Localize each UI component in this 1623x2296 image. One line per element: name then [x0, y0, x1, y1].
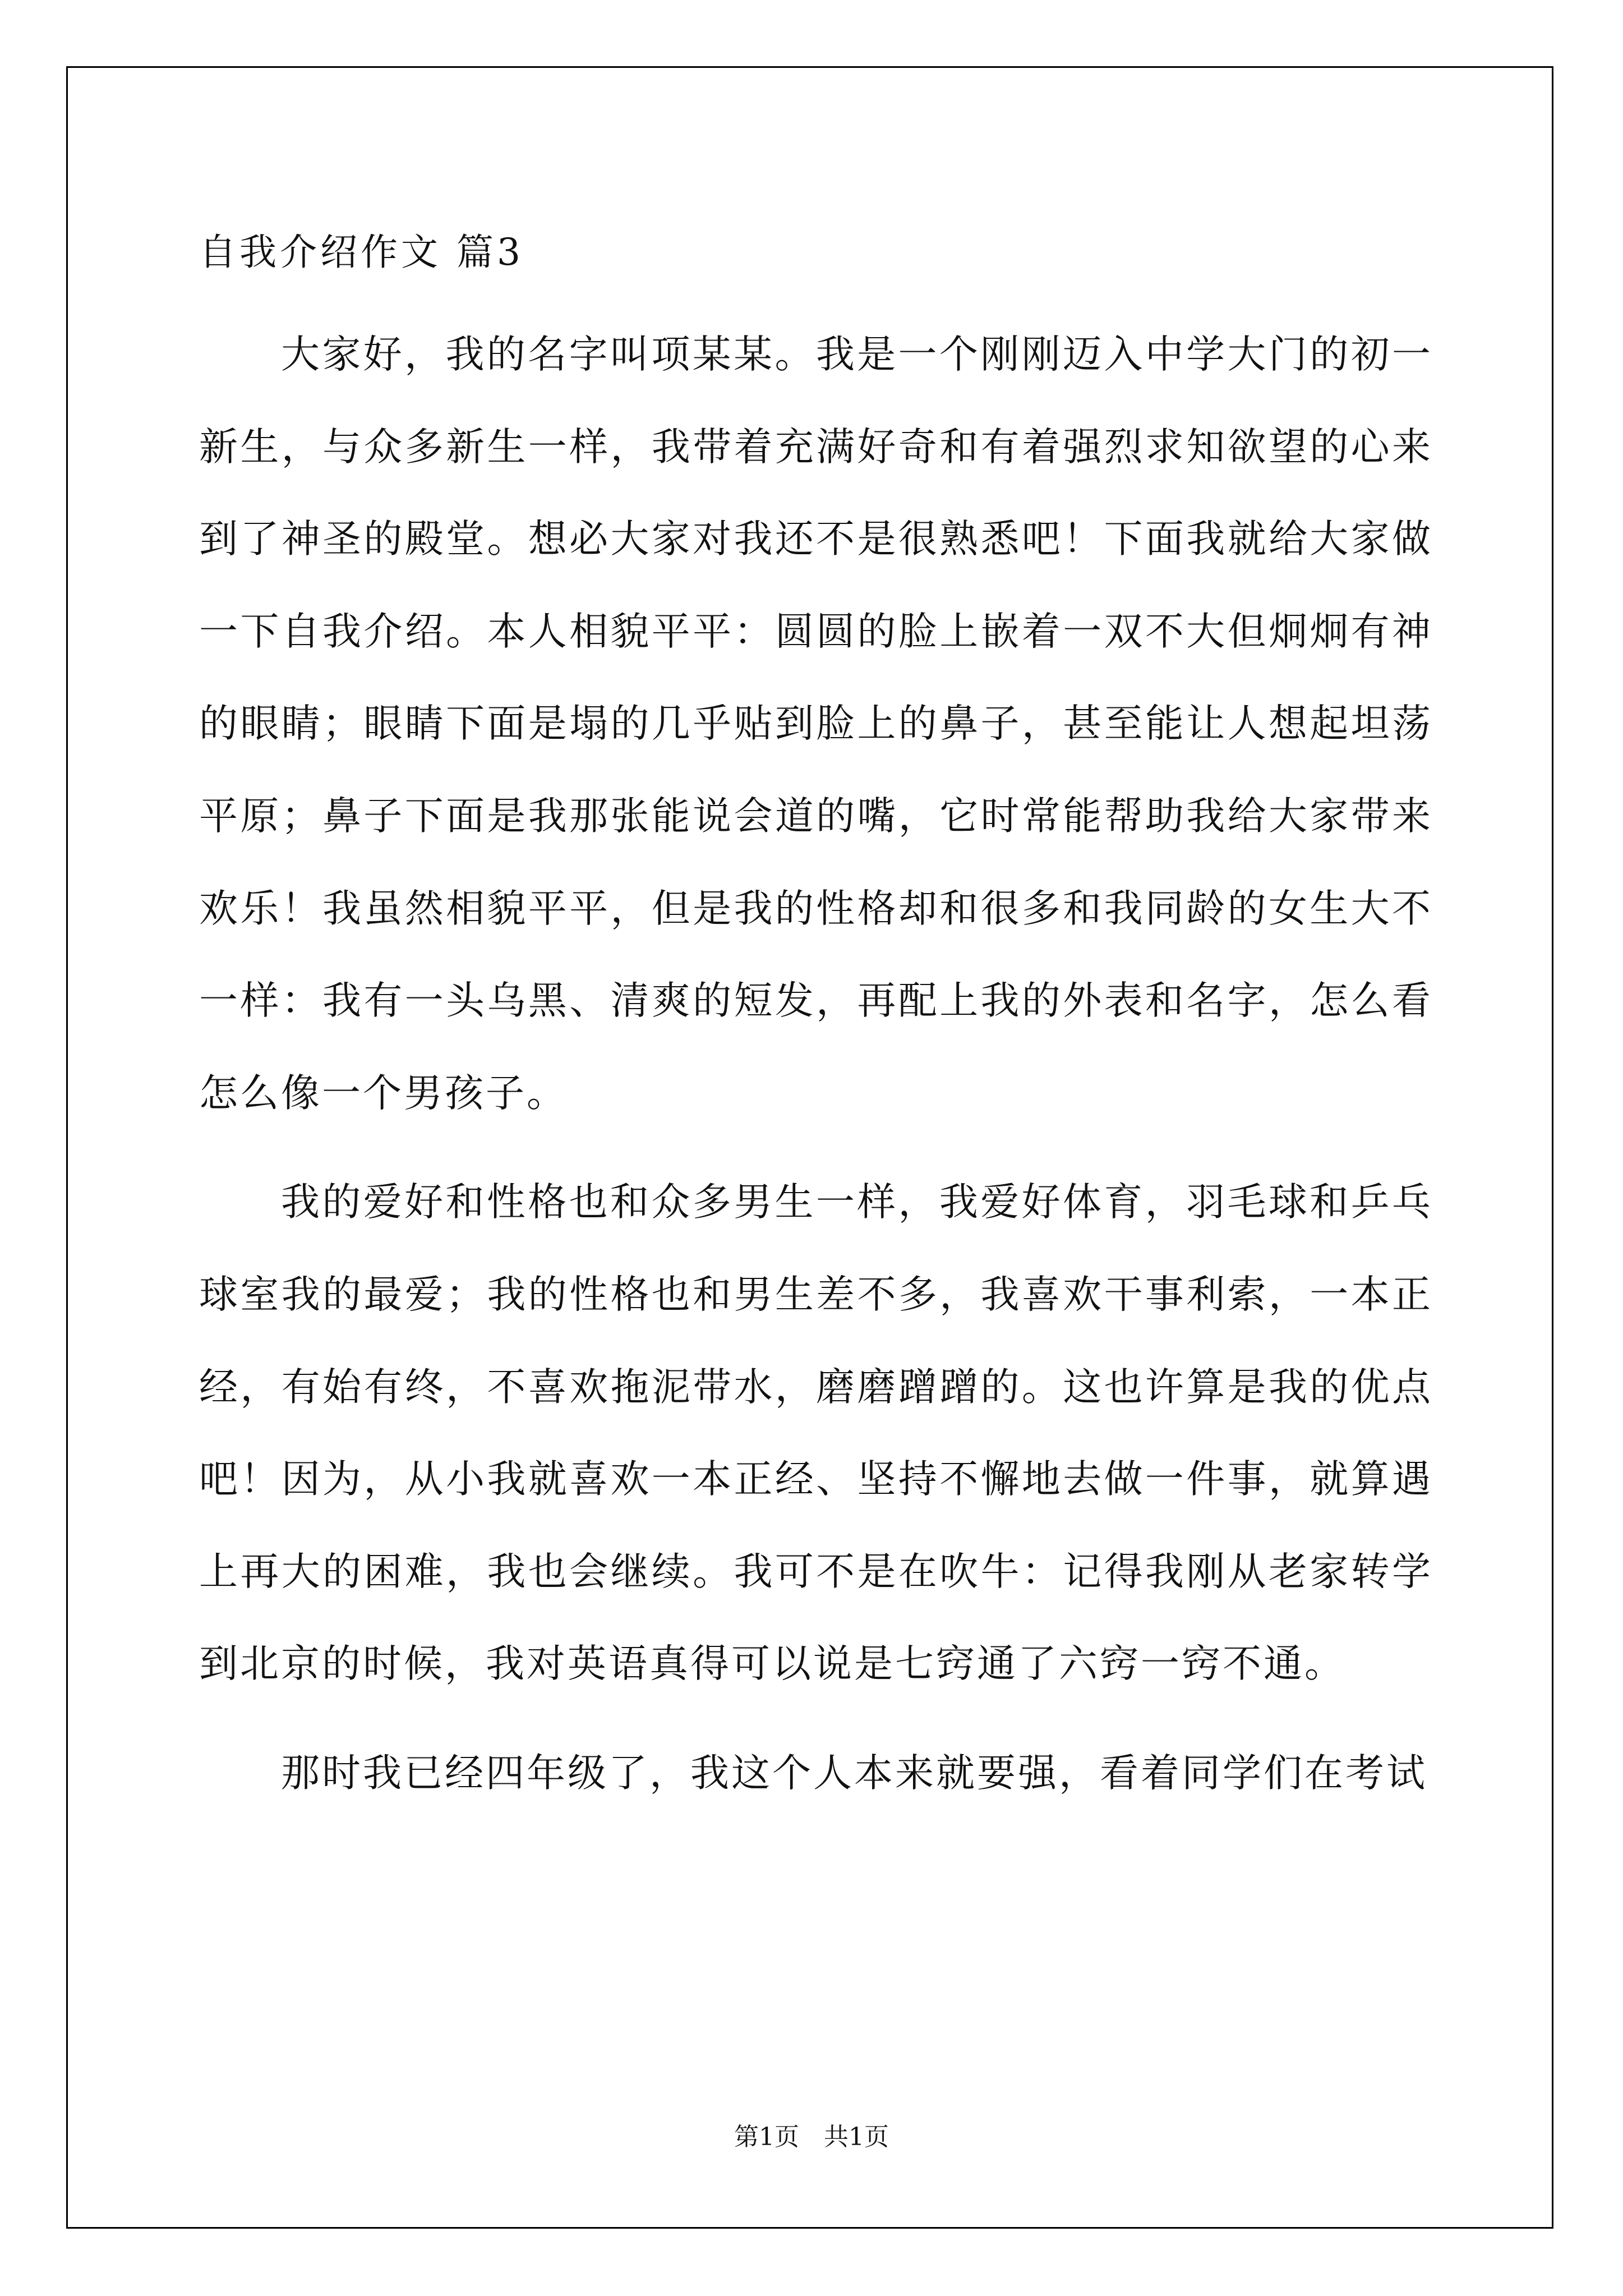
page-footer: 第1页 共1页 [734, 2123, 889, 2151]
paragraph-2: 我的爱好和性格也和众多男生一样，我爱好体育，羽毛球和乒乓球室我的最爱；我的性格也和男生差不多，我喜欢干事利索，一本正经，有始有终，不喜欢拖泥带水，磨磨蹭蹭的。这也许算是我的优点吧！因为，从小我就喜欢一本正经、坚持不懈地去做一件事，就算遇上再大的困难，我也会继续。我可不是在吹牛：记得我刚从老家转学到北京的时候，我对英语真得可以说是七窍通了六窍一窍不通。 [199, 1180, 1433, 1687]
document-body [199, 213, 1433, 1820]
paragraph-1: 大家好，我的名字叫项某某。我是一个刚刚迈入中学大门的初一新生，与众多新生一样，我带着充满好奇和有着强烈求知欲望的心来到了神圣的殿堂。想必大家对我还不是很熟悉吧！下面我就给大家做一下自我介绍。本人相貌平平：圆圆的脸上嵌着一双不大但炯炯有神的眼睛；眼睛下面是塌的几乎贴到脸上的鼻子，甚至能让人想起坦荡平原；鼻子下面是我那张能说会道的嘴，它时常能帮助我给大家带来欢乐！我虽然相貌平平，但是我的性格却和很多和我同龄的女生大不一样：我有一头乌黑、清爽的短发，再配上我的外表和名字，怎么看怎么像一个男孩子。 [199, 332, 1433, 1116]
document-title: 自我介绍作文 篇3 [199, 231, 524, 274]
paragraph-3: 那时我已经四年级了，我这个人本来就要强，看着同学们在考试 [281, 1750, 1427, 1796]
